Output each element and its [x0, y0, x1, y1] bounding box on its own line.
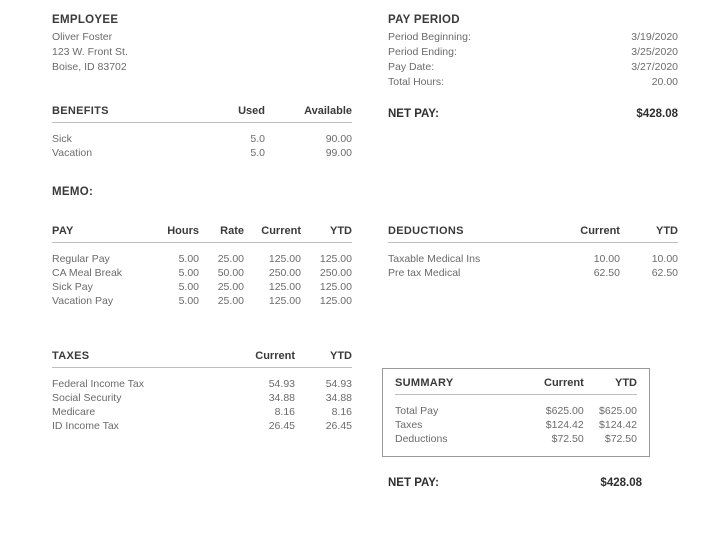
table-row — [52, 391, 352, 405]
benefit-used: 5.0 — [250, 133, 265, 145]
pay-item-current: 125.00 — [268, 253, 301, 265]
pay-period-row — [388, 60, 678, 75]
pay-period-value: 3/25/2020 — [631, 46, 678, 58]
table-row — [52, 243, 352, 267]
pay-period-row — [388, 30, 678, 45]
pay-item-hours: 5.00 — [178, 281, 199, 293]
pay-item-hours: 5.00 — [178, 253, 199, 265]
benefits-col-available: Available — [265, 105, 352, 123]
pay-col-hours: Hours — [154, 225, 199, 243]
tax-name: Medicare — [52, 406, 96, 418]
pay-item-ytd: 125.00 — [319, 281, 352, 293]
deduction-current: 10.00 — [593, 253, 620, 265]
deduction-ytd: 10.00 — [651, 253, 678, 265]
pay-item-ytd: 250.00 — [319, 267, 352, 279]
pay-col-current: Current — [244, 225, 301, 243]
taxes-col-ytd: YTD — [295, 350, 352, 368]
pay-header-row — [52, 225, 352, 243]
net-pay-summary — [388, 108, 678, 120]
employee-city-state-zip: Boise, ID 83702 — [52, 61, 127, 73]
pay-item-rate: 25.00 — [217, 295, 244, 307]
pay-item-hours: 5.00 — [178, 267, 199, 279]
taxes-col-current: Current — [217, 350, 295, 368]
table-row — [388, 243, 678, 267]
pay-item-current: 250.00 — [268, 267, 301, 279]
tax-ytd: 8.16 — [331, 406, 352, 418]
table-row — [52, 368, 352, 392]
net-pay-label: NET PAY: — [388, 108, 439, 120]
employee-heading: EMPLOYEE — [52, 14, 119, 26]
summary-header-row — [395, 377, 637, 395]
pay-item-rate: 50.00 — [217, 267, 244, 279]
deduction-ytd: 62.50 — [651, 267, 678, 279]
tax-ytd: 26.45 — [325, 420, 352, 432]
benefits-heading: BENEFITS — [52, 105, 178, 123]
final-net-pay-label: NET PAY: — [388, 477, 439, 489]
table-row — [395, 432, 637, 446]
table-row — [52, 280, 352, 294]
pay-col-rate: Rate — [199, 225, 244, 243]
pay-table — [52, 225, 352, 308]
tax-ytd: 54.93 — [325, 378, 352, 390]
taxes-heading: TAXES — [52, 350, 217, 368]
tax-name: ID Income Tax — [52, 420, 119, 432]
table-row — [52, 405, 352, 419]
benefit-name: Vacation — [52, 147, 93, 159]
benefits-col-used: Used — [178, 105, 265, 123]
pay-period-value: 3/19/2020 — [631, 31, 678, 43]
benefit-available: 90.00 — [325, 133, 352, 145]
table-row — [52, 146, 352, 160]
deductions-heading: DEDUCTIONS — [388, 225, 550, 243]
summary-current: $72.50 — [551, 433, 584, 445]
memo-heading: MEMO: — [52, 186, 94, 198]
deduction-name: Taxable Medical Ins — [388, 253, 481, 265]
summary-box — [382, 368, 650, 457]
deductions-header-row — [388, 225, 678, 243]
benefits-table — [52, 105, 352, 160]
deduction-current: 62.50 — [593, 267, 620, 279]
pay-item-rate: 25.00 — [217, 281, 244, 293]
benefit-name: Sick — [52, 133, 72, 145]
pay-period-label: Period Ending: — [388, 46, 457, 58]
pay-item-name: Regular Pay — [52, 253, 110, 265]
pay-period-label: Period Beginning: — [388, 31, 471, 43]
employee-section — [52, 14, 352, 202]
pay-period-row — [388, 45, 678, 60]
pay-heading: PAY — [52, 225, 154, 243]
table-row — [395, 395, 637, 419]
summary-col-current: Current — [521, 377, 584, 395]
deductions-col-current: Current — [550, 225, 620, 243]
table-row — [395, 418, 637, 432]
pay-period-value: 20.00 — [651, 76, 678, 88]
pay-period-label: Total Hours: — [388, 76, 445, 88]
table-row — [52, 266, 352, 280]
table-row — [52, 419, 352, 433]
tax-name: Federal Income Tax — [52, 378, 145, 390]
final-net-pay-value: $428.08 — [600, 477, 642, 489]
taxes-table — [52, 350, 352, 433]
benefit-available: 99.00 — [325, 147, 352, 159]
pay-item-current: 125.00 — [268, 281, 301, 293]
pay-item-ytd: 125.00 — [319, 295, 352, 307]
summary-ytd: $72.50 — [604, 433, 637, 445]
pay-period-section — [388, 14, 678, 120]
pay-period-heading: PAY PERIOD — [388, 14, 460, 26]
table-row — [52, 294, 352, 308]
tax-current: 54.93 — [268, 378, 295, 390]
summary-name: Taxes — [395, 419, 423, 431]
summary-ytd: $625.00 — [599, 405, 637, 417]
pay-col-ytd: YTD — [301, 225, 352, 243]
employee-street: 123 W. Front St. — [52, 46, 128, 58]
pay-item-current: 125.00 — [268, 295, 301, 307]
pay-period-value: 3/27/2020 — [631, 61, 678, 73]
deductions-col-ytd: YTD — [620, 225, 678, 243]
pay-item-name: Vacation Pay — [52, 295, 114, 307]
summary-col-ytd: YTD — [584, 377, 637, 395]
pay-item-hours: 5.00 — [178, 295, 199, 307]
benefit-used: 5.0 — [250, 147, 265, 159]
tax-ytd: 34.88 — [325, 392, 352, 404]
memo-section — [52, 186, 352, 198]
tax-current: 26.45 — [268, 420, 295, 432]
taxes-section — [52, 350, 352, 433]
table-row — [52, 123, 352, 147]
summary-name: Deductions — [395, 433, 448, 445]
pay-period-label: Pay Date: — [388, 61, 435, 73]
pay-item-rate: 25.00 — [217, 253, 244, 265]
summary-table — [395, 377, 637, 446]
final-net-pay — [388, 477, 650, 489]
deduction-name: Pre tax Medical — [388, 267, 461, 279]
pay-item-name: CA Meal Break — [52, 267, 123, 279]
deductions-table — [388, 225, 678, 280]
pay-item-ytd: 125.00 — [319, 253, 352, 265]
summary-current: $625.00 — [545, 405, 584, 417]
summary-ytd: $124.42 — [599, 419, 637, 431]
summary-current: $124.42 — [545, 419, 584, 431]
deductions-section — [388, 225, 678, 280]
tax-current: 8.16 — [274, 406, 295, 418]
pay-section — [52, 225, 352, 308]
tax-name: Social Security — [52, 392, 122, 404]
pay-period-row — [388, 75, 678, 90]
pay-item-name: Sick Pay — [52, 281, 93, 293]
summary-heading: SUMMARY — [395, 377, 521, 395]
taxes-header-row — [52, 350, 352, 368]
benefits-section — [52, 105, 352, 160]
tax-current: 34.88 — [268, 392, 295, 404]
table-row — [388, 266, 678, 280]
summary-name: Total Pay — [395, 405, 439, 417]
net-pay-value: $428.08 — [636, 108, 678, 120]
benefits-header-row — [52, 105, 352, 123]
employee-name: Oliver Foster — [52, 31, 113, 43]
